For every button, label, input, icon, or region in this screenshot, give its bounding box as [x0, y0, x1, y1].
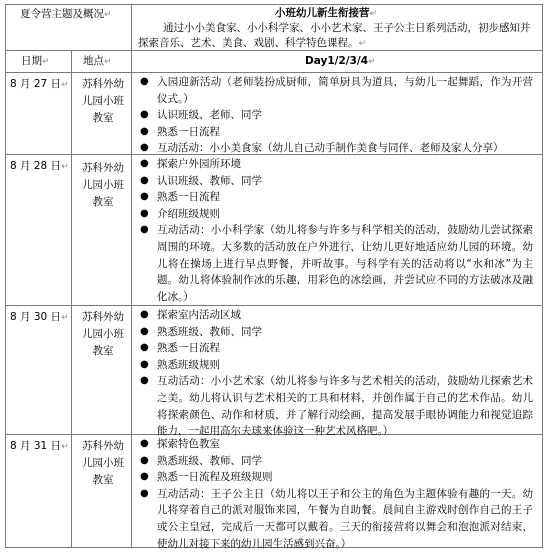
activity-list [138, 307, 533, 440]
list-item: ● 探索特色教室 [138, 436, 533, 453]
column-divider [131, 4, 132, 51]
camp-description: 通过小小美食家、小小科学家、小小艺术家、王子公主日系列活动，初步感知并 [163, 22, 531, 34]
column-header-date: 日期↵ [21, 55, 50, 67]
activity-list [138, 156, 533, 305]
bullet-icon: ● [140, 174, 149, 186]
activity-list [138, 74, 533, 157]
bullet-icon: ● [140, 207, 149, 219]
column-header-location: 地点↵ [83, 55, 112, 67]
list-item: ● 熟悉一日流程 [138, 124, 533, 141]
bullet-icon: ● [140, 142, 149, 154]
list-item: ● 入园迎新活动（老师装扮成厨师，简单厨具为道具，与幼儿一起舞蹈，作为开营仪式。） [140, 76, 533, 105]
row-location: 苏科外幼 儿园小班 教室 [82, 162, 124, 208]
bullet-icon: ● [140, 224, 149, 236]
bullet-icon: ● [140, 109, 149, 121]
table-border-top [5, 4, 543, 5]
list-item: ● 互动活动：王子公主日（幼儿将以王子和公主的角色为主题体验有趣的一天。幼儿将穿着自己的派对服饰来园，午餐为自助餐。晨间自主游戏时创作自己的王子或公主皇冠，完成后一天都可以戴着。三天的衔接营将以舞会和泡泡派对结束，使幼儿对接下来的幼儿园生活感到兴奋。） [140, 487, 533, 550]
list-item: ● 互动活动：小小艺术家（幼儿将参与许多与艺术相关的活动，鼓励幼儿探索艺术之美。幼儿将认识与艺术相关的工具和材料，并创作属于自己的艺术作品。幼儿将探索颜色、动作和材质，并了解行动绘画，提高发展手眼协调能力和视觉追踪能力，一起用高尔夫球来体验这一种艺术风格吧。） [140, 375, 533, 438]
list-item: ● 熟悉一日流程 [138, 340, 533, 357]
list-item: ● 互动活动：小小美食家（幼儿自己动手制作美食与同伴、老师及家人分享） [138, 140, 533, 157]
camp-schedule-table [5, 4, 543, 548]
list-item: ● 熟悉班级、教师、同学 [138, 324, 533, 341]
list-item: ● 熟悉一日流程及班级规则 [138, 469, 533, 486]
list-item: ● 探索室内活动区域 [138, 307, 533, 324]
list-item: ● 认识班级、教师、同学 [138, 173, 533, 190]
header-label: 夏令营主题及概况↵ [20, 8, 112, 20]
list-item: ● 介绍班级规则 [138, 206, 533, 223]
bullet-icon: ● [140, 487, 149, 499]
row-location: 苏科外幼 儿园小班 教室 [82, 440, 124, 486]
list-item: ● 熟悉班级规则 [138, 357, 533, 374]
bullet-icon: ● [140, 309, 149, 320]
bullet-icon: ● [140, 342, 149, 354]
list-item: ● 熟悉一日流程 [138, 189, 533, 206]
row-date: 8 月 27 日↵ [10, 78, 69, 90]
activity-list [138, 436, 533, 552]
row-divider [5, 72, 543, 73]
row-date: 8 月 31 日↵ [10, 440, 69, 452]
bullet-icon: ● [140, 325, 149, 337]
row-date: 8 月 28 日↵ [10, 160, 69, 172]
camp-title: 小班幼儿新生衔接营↵ [275, 7, 378, 19]
table-border-right [542, 4, 543, 548]
bullet-icon: ● [140, 76, 149, 87]
bullet-icon: ● [140, 158, 149, 169]
bullet-icon: ● [140, 375, 149, 387]
bullet-icon: ● [140, 438, 149, 449]
column-header-days: Day1/2/3/4↵ [305, 55, 376, 67]
list-item: ● 认识班级、老师、同学 [138, 107, 533, 124]
bullet-icon: ● [140, 358, 149, 370]
bullet-icon: ● [140, 125, 149, 137]
table-border-left [5, 4, 6, 548]
row-date: 8 月 30 日↵ [10, 311, 69, 323]
list-item: ● 探索户外园所环境 [138, 156, 533, 173]
row-location: 苏科外幼 儿园小班 教室 [82, 311, 124, 357]
bullet-icon: ● [140, 454, 149, 466]
camp-description: 探索音乐、艺术、美食、戏剧、科学特色课程。↵ [138, 37, 367, 49]
list-item: ● 熟悉班级、教师、同学 [138, 453, 533, 470]
row-location: 苏科外幼 儿园小班 教室 [82, 78, 124, 124]
bullet-icon: ● [140, 191, 149, 203]
bullet-icon: ● [140, 471, 149, 483]
list-item: ● 互动活动：小小科学家（幼儿将参与许多与科学相关的活动，鼓励幼儿尝试探索周围的环境。大多数的活动放在户外进行，让幼儿更好地适应幼儿园的环境。幼儿将在操场上进行早点野餐，并听故事。与科学有关的活动将以“水和冰”为主题。幼儿将体验制作冰的乐趣，用彩色的冰绘画，并尝试应不同的方法破冰及融化冰。） [140, 224, 533, 303]
